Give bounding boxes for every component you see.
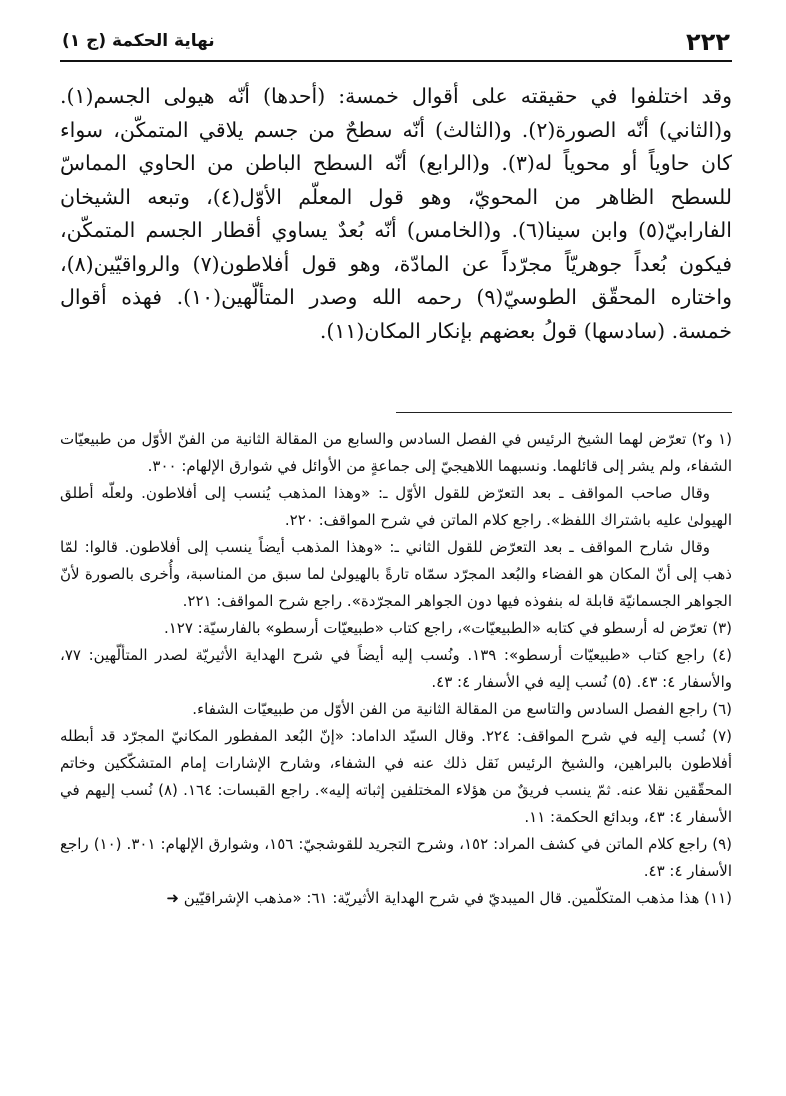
footnote-11 — [60, 885, 732, 912]
main-text — [60, 80, 732, 348]
footnote-1-2-continued-a: وقال صاحب المواقف ـ بعد التعرّض للقول الأوّل ـ: «وهذا المذهب يُنسب إلى أفلاطون. ولعلّه أطلق الهيولىٰ عليه باشتراك اللفظ». راجع كلام الماتن في شرح المواقف: ٢٢٠. — [60, 484, 732, 529]
footnote-3: (٣) تعرّض له أرسطو في كتابه «الطبيعيّات»، راجع كتاب «طبيعيّات أرسطو» بالفارسيّة: ١٢٧. — [163, 619, 732, 637]
footnotes — [60, 426, 732, 912]
footnote-1-2: (١ و٢) تعرّض لهما الشيخ الرئيس في الفصل السادس والسابع من المقالة الثانية من الفنّ الأوّل من طبيعيّات الشفاء، ولم يشر إلى قائلهما. ونسبهما اللاهيجيّ إلى جماعةٍ من الأوائل في شوارق الإلهام: ٣٠٠. — [60, 430, 732, 475]
page-number: ٢٢٢ — [686, 28, 730, 56]
footnote-9-10: (٩) راجع كلام الماتن في كشف المراد: ١٥٢، وشرح التجريد للقوشجيّ: ١٥٦، وشوارق الإلهام: ٣٠١. (١٠) راجع الأسفار ٤: ٤٣. — [60, 835, 732, 880]
footnote-separator — [396, 412, 732, 413]
main-paragraph: وقد اختلفوا في حقيقته على أقوال خمسة: (أحدها) أنّه هيولى الجسم(١). و(الثاني) أنّه الصورة(٢). و(الثالث) أنّه سطحٌ من جسم يلاقي المتمكّن، سواء كان حاوياً أو محوياً له(٣). و(الرابع) أنّه السطح الباطن من الحاوي المماسّ للسطح الظاهر من المحويّ، وهو قول المعلّم الأوّل(٤)، وتبعه الشيخان الفارابيّ(٥) وابن سينا(٦). و(الخامس) أنّه بُعدٌ يساوي أقطار الجسم المتمكّن، فيكون بُعداً جوهريّاً مجرّداً عن المادّة، وهو قول أفلاطون(٧) والرواقيّين(٨)، واختاره المحقّق الطوسيّ(٩) رحمه الله وصدر المتألّهين(١٠). فهذه أقوال خمسة. (سادسها) قولُ بعضهم بإنكار المكان(١١). — [60, 84, 733, 343]
continuation-arrow-icon: ➜ — [166, 889, 179, 907]
footnote-4-5: (٤) راجع كتاب «طبيعيّات أرسطو»: ١٣٩. ونُسب إليه أيضاً في شرح الهداية الأثيريّة لصدر المتألّهين: ٧٧، والأسفار ٤: ٤٣. (٥) نُسب إليه في الأسفار ٤: ٤٣. — [60, 646, 732, 691]
header-rule — [60, 60, 732, 62]
running-title: نهاية الحكمة (ج ١) — [62, 31, 215, 51]
footnote-1-2-continued-b: وقال شارح المواقف ـ بعد التعرّض للقول الثاني ـ: «وهذا المذهب أيضاً ينسب إلى أفلاطون. قالوا: لمّا ذهب إلى أنّ المكان هو الفضاء والبُعد المجرّد سمّاه تارةً بالهيولىٰ لما سبق من المناسبة، وأُخرى بالصورة لأنّ الجواهر الجسمانيّة قابلة له بنفوذه فيها دون الجواهر المجرّدة». راجع شرح المواقف: ٢٢١. — [60, 538, 732, 610]
footnote-11-text: (١١) هذا مذهب المتكلّمين. قال الميبديّ في شرح الهداية الأثيريّة: ٦١: «مذهب الإشراقيّين — [183, 889, 732, 907]
footnote-6: (٦) راجع الفصل السادس والتاسع من المقالة الثانية من الفن الأوّل من طبيعيّات الشفاء. — [192, 700, 732, 718]
page-header — [60, 24, 730, 60]
footnote-7-8: (٧) نُسب إليه في شرح المواقف: ٢٢٤. وقال السيّد الداماد: «إنّ البُعد المفطور المكانيّ المجرّد قد أبطله أفلاطون بالبراهين، والشيخ الرئيس نَقل ذلك عنه في الشفاء، وشارح الإشارات إمام المتشكّكين وخاتم المحقّقين نقلا عنه. ثمّ ينسب فريقٌ من هؤلاء المختلفين إثباته إليه». راجع القبسات: ١٦٤. (٨) نُسب إليهم في الأسفار ٤: ٤٣، وبدائع الحكمة: ١١. — [60, 727, 732, 826]
